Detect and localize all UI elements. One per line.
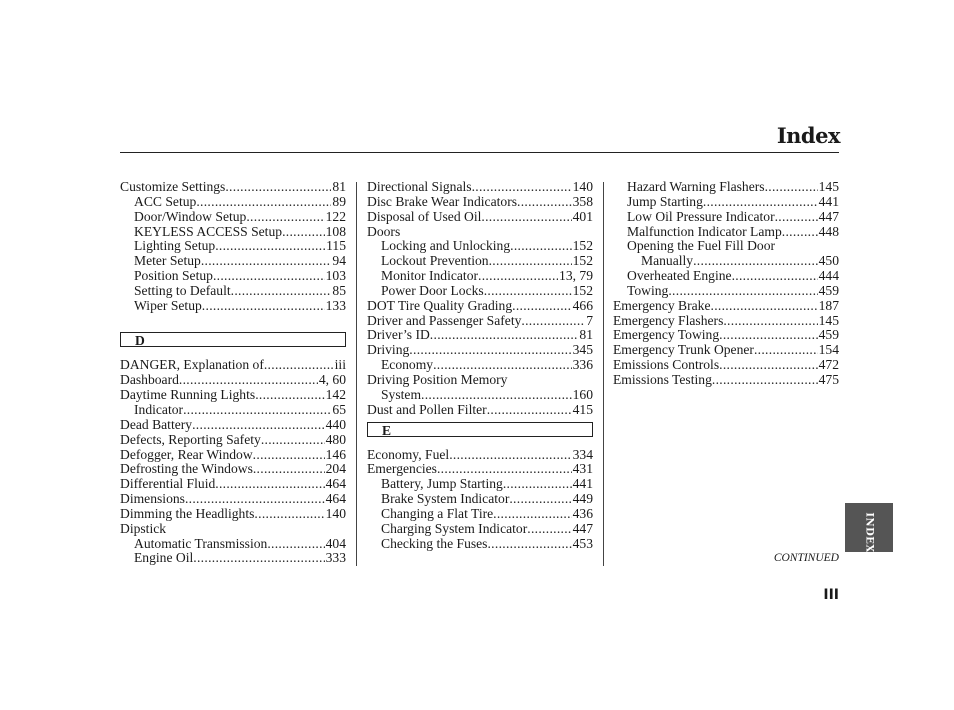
entry-label: Economy, Fuel bbox=[367, 446, 450, 462]
entry-page: 336 bbox=[572, 357, 593, 373]
entry-page: 7 bbox=[586, 312, 593, 328]
entry-page: 81 bbox=[332, 179, 346, 194]
entry-label: Hazard Warning Flashers bbox=[627, 179, 765, 194]
index-entry bbox=[613, 358, 839, 373]
entry-label: Differential Fluid bbox=[120, 476, 216, 492]
entry-page: 472 bbox=[818, 357, 839, 373]
leader-dots bbox=[183, 403, 331, 418]
entry-page: 464 bbox=[325, 491, 346, 507]
entry-label: Overheated Engine bbox=[627, 268, 732, 284]
leader-dots bbox=[521, 314, 585, 329]
leader-dots bbox=[503, 477, 572, 492]
entry-page: 459 bbox=[818, 327, 839, 343]
entry-page: 333 bbox=[325, 550, 346, 566]
leader-dots bbox=[510, 239, 571, 254]
leader-dots bbox=[201, 254, 332, 269]
index-entry bbox=[613, 284, 839, 299]
entry-label: Position Setup bbox=[134, 268, 213, 284]
entry-label: DANGER, Explanation of bbox=[120, 357, 264, 373]
index-entry bbox=[367, 448, 593, 463]
section-letter-e: E bbox=[367, 422, 593, 437]
index-entry bbox=[120, 537, 346, 552]
index-entry bbox=[120, 477, 346, 492]
entry-page: 448 bbox=[818, 223, 839, 239]
leader-dots bbox=[202, 299, 325, 314]
entry-page: 145 bbox=[818, 179, 839, 194]
index-entry bbox=[367, 522, 593, 537]
entry-label: Emergency Towing bbox=[613, 327, 720, 343]
entry-label: Dimming the Headlights bbox=[120, 505, 255, 521]
index-entry bbox=[367, 225, 593, 240]
index-entry bbox=[367, 328, 593, 343]
index-entry bbox=[120, 210, 346, 225]
entry-label: Driving bbox=[367, 342, 410, 358]
entry-list bbox=[367, 448, 593, 552]
index-entry bbox=[613, 180, 839, 195]
leader-dots bbox=[719, 358, 817, 373]
leader-dots bbox=[487, 403, 572, 418]
index-entry bbox=[120, 448, 346, 463]
entry-label: Setting to Default bbox=[134, 282, 231, 298]
column-divider bbox=[356, 182, 357, 566]
entry-label: Jump Starting bbox=[627, 193, 703, 209]
entry-page: 89 bbox=[332, 193, 346, 209]
entry-label: Changing a Flat Tire bbox=[381, 505, 494, 521]
index-entry bbox=[613, 254, 839, 269]
entry-page: 401 bbox=[572, 208, 593, 224]
entry-list bbox=[120, 180, 346, 314]
index-column-1 bbox=[120, 180, 346, 566]
leader-dots bbox=[255, 388, 324, 403]
leader-dots bbox=[261, 433, 325, 448]
entry-page: 145 bbox=[818, 312, 839, 328]
index-entry bbox=[120, 388, 346, 403]
entry-page: 415 bbox=[572, 401, 593, 417]
leader-dots bbox=[723, 314, 817, 329]
index-entry bbox=[367, 373, 593, 388]
index-entry bbox=[613, 269, 839, 284]
entry-label: Disposal of Used Oil bbox=[367, 208, 482, 224]
index-entry bbox=[367, 507, 593, 522]
section-letter-d: D bbox=[120, 332, 346, 347]
entry-label: Defrosting the Windows bbox=[120, 461, 253, 477]
entry-label: DOT Tire Quality Grading bbox=[367, 297, 513, 313]
entry-page: 85 bbox=[332, 282, 346, 298]
leader-dots bbox=[712, 373, 818, 388]
index-side-tab[interactable] bbox=[845, 503, 893, 552]
entry-page: 358 bbox=[572, 193, 593, 209]
leader-dots bbox=[225, 180, 331, 195]
entry-page: 122 bbox=[325, 208, 346, 224]
entry-label: Economy bbox=[381, 357, 434, 373]
leader-dots bbox=[193, 551, 324, 566]
entry-label: Directional Signals bbox=[367, 179, 472, 194]
entry-label: Meter Setup bbox=[134, 253, 201, 269]
entry-page: 404 bbox=[325, 535, 346, 551]
leader-dots bbox=[775, 210, 818, 225]
entry-page: 444 bbox=[818, 268, 839, 284]
entry-page: 453 bbox=[572, 535, 593, 551]
leader-dots bbox=[472, 180, 572, 195]
leader-dots bbox=[703, 195, 818, 210]
entry-label: Doors bbox=[367, 223, 401, 239]
leader-dots bbox=[693, 254, 818, 269]
index-entry bbox=[367, 492, 593, 507]
entry-page: 142 bbox=[325, 387, 346, 403]
leader-dots bbox=[282, 225, 325, 240]
entry-page: 115 bbox=[326, 238, 346, 254]
index-entry bbox=[120, 254, 346, 269]
entry-list bbox=[613, 180, 839, 388]
entry-page: 160 bbox=[572, 386, 593, 402]
entry-label: Emissions Controls bbox=[613, 357, 720, 373]
entry-label: Manually bbox=[641, 253, 694, 269]
entry-page: 450 bbox=[818, 253, 839, 269]
entry-label: Battery, Jump Starting bbox=[381, 476, 503, 492]
leader-dots bbox=[264, 358, 334, 373]
entry-page: 152 bbox=[572, 238, 593, 254]
index-entry bbox=[367, 239, 593, 254]
leader-dots bbox=[409, 343, 571, 358]
entry-page: 187 bbox=[818, 297, 839, 313]
leader-dots bbox=[782, 225, 818, 240]
entry-page: 447 bbox=[818, 208, 839, 224]
entry-label: Locking and Unlocking bbox=[381, 238, 511, 254]
entry-page: 4, 60 bbox=[318, 372, 346, 388]
index-entry bbox=[613, 195, 839, 210]
entry-page: 94 bbox=[332, 253, 346, 269]
entry-label: Dust and Pollen Filter bbox=[367, 401, 487, 417]
index-entry bbox=[120, 492, 346, 507]
entry-label: Driver and Passenger Safety bbox=[367, 312, 522, 328]
index-entry bbox=[367, 254, 593, 269]
entry-list bbox=[120, 358, 346, 566]
index-entry bbox=[367, 477, 593, 492]
leader-dots bbox=[668, 284, 817, 299]
index-entry bbox=[120, 522, 346, 537]
index-entry bbox=[367, 358, 593, 373]
continued-note: CONTINUED bbox=[773, 552, 839, 564]
leader-dots bbox=[253, 448, 325, 463]
entry-label: Customize Settings bbox=[120, 179, 226, 194]
leader-dots bbox=[493, 507, 571, 522]
index-entry bbox=[613, 210, 839, 225]
entry-label: Emergency Trunk Opener bbox=[613, 342, 754, 358]
index-entry bbox=[367, 388, 593, 403]
leader-dots bbox=[754, 343, 818, 358]
index-entry bbox=[120, 239, 346, 254]
leader-dots bbox=[517, 195, 572, 210]
entry-label: Daytime Running Lights bbox=[120, 387, 256, 403]
entry-label: Driver’s ID bbox=[367, 327, 430, 343]
index-entry bbox=[120, 433, 346, 448]
leader-dots bbox=[267, 537, 324, 552]
entry-page: 140 bbox=[572, 179, 593, 194]
entry-label: Driving Position Memory bbox=[367, 371, 508, 387]
leader-dots bbox=[512, 299, 571, 314]
entry-page: 449 bbox=[572, 491, 593, 507]
index-entry bbox=[367, 343, 593, 358]
index-entry bbox=[367, 269, 593, 284]
entry-label: Brake System Indicator bbox=[381, 491, 510, 507]
index-entry bbox=[613, 299, 839, 314]
leader-dots bbox=[215, 239, 325, 254]
index-entry bbox=[120, 284, 346, 299]
entry-label: Dipstick bbox=[120, 520, 167, 536]
entry-page: 81 bbox=[579, 327, 593, 343]
index-entry bbox=[367, 210, 593, 225]
entry-label: Defogger, Rear Window bbox=[120, 446, 253, 462]
index-entry bbox=[367, 299, 593, 314]
entry-label: System bbox=[381, 386, 422, 402]
column-divider bbox=[603, 182, 604, 566]
entry-page: 480 bbox=[325, 431, 346, 447]
leader-dots bbox=[487, 537, 571, 552]
entry-page: 108 bbox=[325, 223, 346, 239]
entry-label: Emergency Flashers bbox=[613, 312, 724, 328]
entry-label: KEYLESS ACCESS Setup bbox=[134, 223, 283, 239]
index-entry bbox=[120, 551, 346, 566]
entry-page: 459 bbox=[818, 282, 839, 298]
index-entry bbox=[120, 403, 346, 418]
entry-page: 441 bbox=[818, 193, 839, 209]
entry-page: 334 bbox=[572, 446, 593, 462]
entry-page: 146 bbox=[325, 446, 346, 462]
entry-page: 152 bbox=[572, 253, 593, 269]
entry-page: 431 bbox=[572, 461, 593, 477]
entry-page: 133 bbox=[325, 297, 346, 313]
index-entry bbox=[120, 180, 346, 195]
leader-dots bbox=[437, 462, 572, 477]
leader-dots bbox=[196, 195, 331, 210]
leader-dots bbox=[433, 358, 572, 373]
entry-page: 441 bbox=[572, 476, 593, 492]
entry-label: Defects, Reporting Safety bbox=[120, 431, 261, 447]
leader-dots bbox=[711, 299, 818, 314]
index-entry bbox=[120, 373, 346, 388]
entry-label: Opening the Fuel Fill Door bbox=[627, 238, 776, 254]
entry-label: Automatic Transmission bbox=[134, 535, 268, 551]
entry-label: Emergency Brake bbox=[613, 297, 711, 313]
entry-label: Dimensions bbox=[120, 491, 185, 507]
entry-page: 475 bbox=[818, 371, 839, 387]
entry-label: Malfunction Indicator Lamp bbox=[627, 223, 782, 239]
index-entry bbox=[367, 403, 593, 418]
entry-page: 204 bbox=[325, 461, 346, 477]
leader-dots bbox=[254, 507, 324, 522]
entry-label: Lockout Prevention bbox=[381, 253, 489, 269]
leader-dots bbox=[732, 269, 818, 284]
entry-label: Charging System Indicator bbox=[381, 520, 528, 536]
entry-page: iii bbox=[334, 357, 346, 373]
index-entry bbox=[120, 507, 346, 522]
leader-dots bbox=[527, 522, 571, 537]
index-entry bbox=[367, 180, 593, 195]
entry-label: Checking the Fuses bbox=[381, 535, 488, 551]
entry-page: 464 bbox=[325, 476, 346, 492]
page-title: Index bbox=[776, 123, 840, 148]
index-entry bbox=[367, 195, 593, 210]
entry-label: Dead Battery bbox=[120, 416, 193, 432]
leader-dots bbox=[478, 269, 558, 284]
entry-label: Disc Brake Wear Indicators bbox=[367, 193, 518, 209]
index-entry bbox=[613, 314, 839, 329]
entry-label: ACC Setup bbox=[134, 193, 197, 209]
index-column-2 bbox=[367, 180, 593, 551]
entry-label: Emergencies bbox=[367, 461, 437, 477]
side-tab-label: INDEX bbox=[863, 512, 875, 553]
leader-dots bbox=[215, 477, 324, 492]
leader-dots bbox=[213, 269, 325, 284]
entry-page: 440 bbox=[325, 416, 346, 432]
leader-dots bbox=[253, 462, 325, 477]
leader-dots bbox=[231, 284, 332, 299]
entry-page: 65 bbox=[332, 401, 346, 417]
entry-label: Dashboard bbox=[120, 372, 179, 388]
entry-label: Engine Oil bbox=[134, 550, 194, 566]
leader-dots bbox=[484, 284, 572, 299]
index-entry bbox=[613, 225, 839, 240]
leader-dots bbox=[421, 388, 572, 403]
entry-label: Lighting Setup bbox=[134, 238, 216, 254]
index-entry bbox=[367, 284, 593, 299]
title-rule bbox=[120, 152, 839, 153]
entry-label: Towing bbox=[627, 282, 669, 298]
entry-page: 154 bbox=[818, 342, 839, 358]
index-entry bbox=[120, 462, 346, 477]
entry-label: Wiper Setup bbox=[134, 297, 202, 313]
index-entry bbox=[367, 537, 593, 552]
page-number: III bbox=[823, 587, 839, 603]
entry-label: Door/Window Setup bbox=[134, 208, 247, 224]
leader-dots bbox=[185, 492, 325, 507]
entry-page: 447 bbox=[572, 520, 593, 536]
entry-page: 345 bbox=[572, 342, 593, 358]
index-entry bbox=[367, 314, 593, 329]
entry-page: 103 bbox=[325, 268, 346, 284]
leader-dots bbox=[179, 373, 318, 388]
leader-dots bbox=[509, 492, 571, 507]
leader-dots bbox=[430, 328, 579, 343]
entry-label: Power Door Locks bbox=[381, 282, 484, 298]
index-entry bbox=[120, 195, 346, 210]
leader-dots bbox=[765, 180, 818, 195]
entry-page: 466 bbox=[572, 297, 593, 313]
index-entry bbox=[613, 239, 839, 254]
leader-dots bbox=[489, 254, 572, 269]
entry-page: 140 bbox=[325, 505, 346, 521]
leader-dots bbox=[192, 418, 325, 433]
index-entry bbox=[120, 418, 346, 433]
leader-dots bbox=[481, 210, 571, 225]
entry-label: Monitor Indicator bbox=[381, 268, 479, 284]
index-entry bbox=[120, 299, 346, 314]
entry-label: Indicator bbox=[134, 401, 184, 417]
index-entry bbox=[120, 225, 346, 240]
index-entry bbox=[120, 269, 346, 284]
entry-page: 13, 79 bbox=[559, 268, 593, 284]
index-entry bbox=[367, 462, 593, 477]
index-entry bbox=[613, 343, 839, 358]
leader-dots bbox=[246, 210, 324, 225]
entry-page: 436 bbox=[572, 505, 593, 521]
leader-dots bbox=[719, 328, 817, 343]
index-entry bbox=[613, 373, 839, 388]
index-entry bbox=[120, 358, 346, 373]
entry-label: Low Oil Pressure Indicator bbox=[627, 208, 775, 224]
entry-page: 152 bbox=[572, 282, 593, 298]
entry-list bbox=[367, 180, 593, 418]
index-column-3 bbox=[613, 180, 839, 388]
leader-dots bbox=[449, 448, 571, 463]
index-entry bbox=[613, 328, 839, 343]
entry-label: Emissions Testing bbox=[613, 371, 712, 387]
